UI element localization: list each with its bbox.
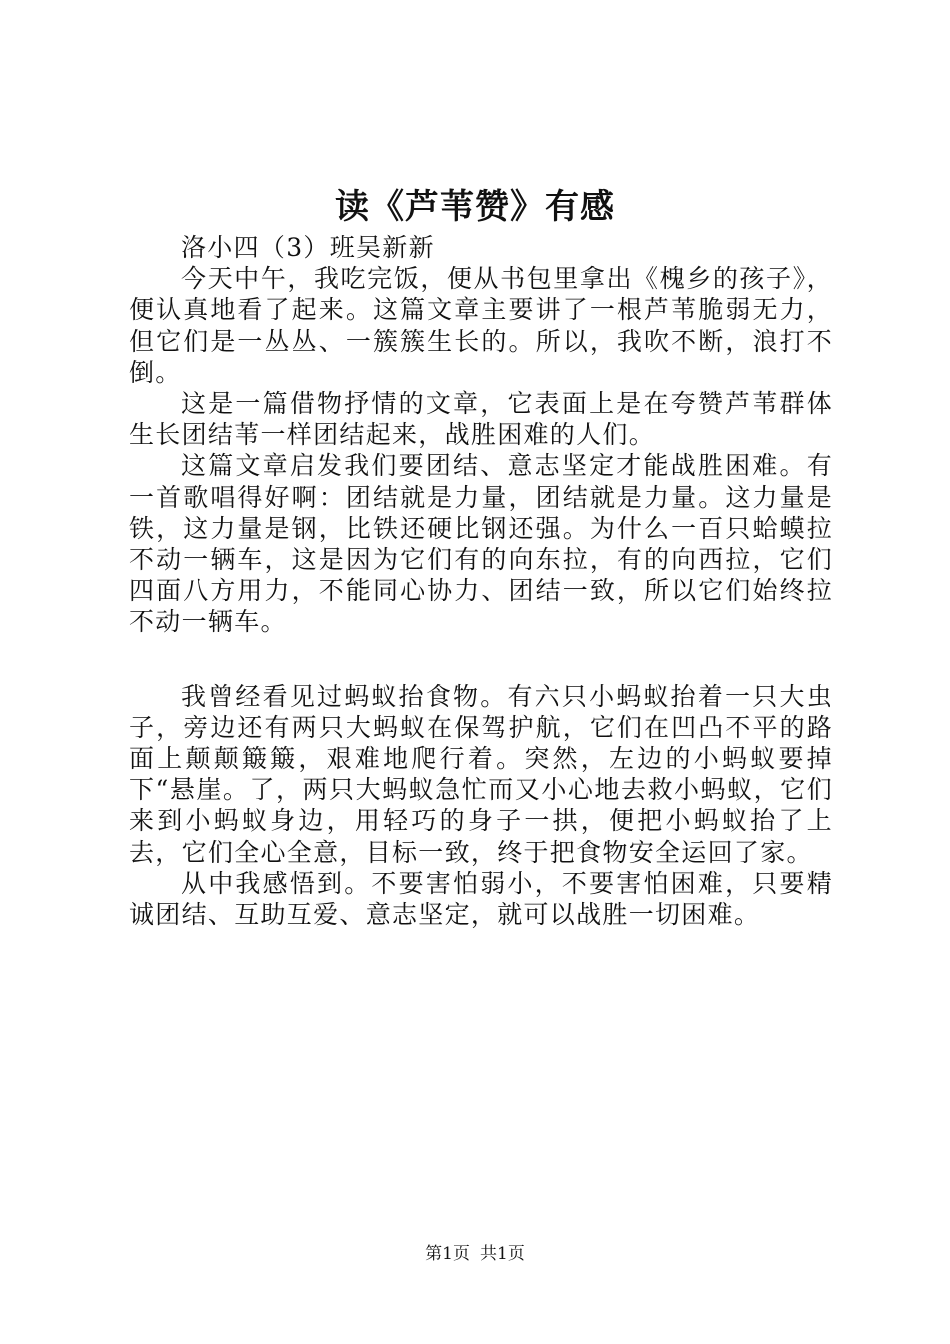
paragraph-spacer <box>129 638 833 681</box>
page-number: 第1页 <box>425 1244 470 1264</box>
document-body <box>129 232 833 930</box>
author-line: 洛小四（3）班吴新新 <box>181 233 435 262</box>
paragraph-1: 今天中午，我吃完饭，便从书包里拿出《槐乡的孩子》，便认真地看了起来。这篇文章主要讲了一根芦苇脆弱无力，但它们是一丛丛、一簇簇生长的。所以，我吹不断，浪打不倒。 <box>129 264 833 387</box>
paragraph-2: 这是一篇借物抒情的文章，它表面上是在夸赞芦苇群体生长团结苇一样团结起来，战胜困难的人们。 <box>129 389 833 450</box>
page-footer <box>0 1242 950 1266</box>
paragraph-5: 从中我感悟到。不要害怕弱小，不要害怕困难，只要精诚团结、互助互爱、意志坚定，就可以战胜一切困难。 <box>129 868 833 930</box>
page-total: 共1页 <box>480 1244 525 1264</box>
document-title: 读《芦苇赞》有感 <box>335 187 615 227</box>
paragraph-3: 这篇文章启发我们要团结、意志坚定才能战胜困难。有一首歌唱得好啊：团结就是力量，团结就是力量。这力量是铁，这力量是钢，比铁还硬比钢还强。为什么一百只蛤蟆拉不动一辆车，这是因为它们有的向东拉，有的向西拉，它们四面八方用力，不能同心协力、团结一致，所以它们始终拉不动一辆车。 <box>129 451 833 637</box>
paragraph-4: 我曾经看见过蚂蚁抬食物。有六只小蚂蚁抬着一只大虫子，旁边还有两只大蚂蚁在保驾护航，它们在凹凸不平的路面上颠颠簸簸，艰难地爬行着。突然，左边的小蚂蚁要掉下“悬崖。了，两只大蚂蚁急忙而又小心地去救小蚂蚁，它们来到小蚂蚁身边，用轻巧的身子一拱，便把小蚂蚁抬了上去，它们全心全意，目标一致，终于把食物安全运回了家。 <box>129 681 833 867</box>
